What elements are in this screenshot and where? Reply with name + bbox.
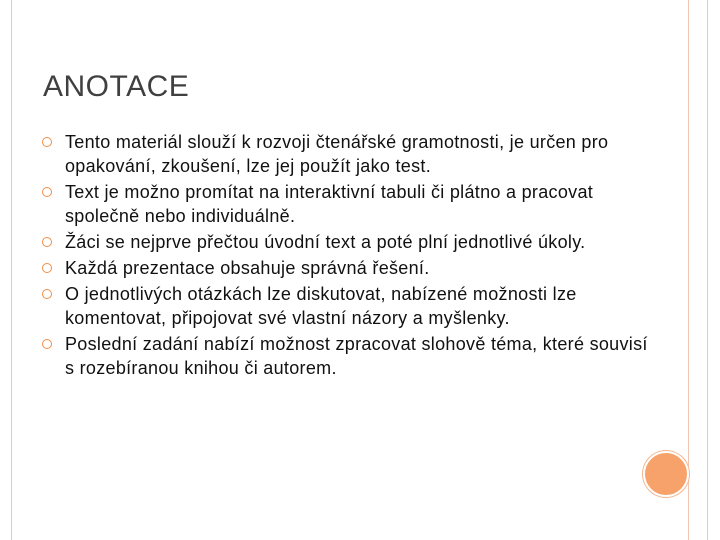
bullet-text: Poslední zadání nabízí možnost zpracovat slohově téma, které souvisí s rozebíranou knihou či autorem. [65,334,648,378]
circle-bullet-icon [42,339,52,349]
circle-bullet-icon [42,187,52,197]
bullet-text: O jednotlivých otázkách lze diskutovat, nabízené možnosti lze komentovat, připojovat své vlastní názory a myšlenky. [65,284,577,328]
circle-bullet-icon [42,263,52,273]
bullet-item [40,332,650,380]
slide-title: ANOTACE [43,70,190,103]
decorative-vertical-line [688,0,689,540]
bullet-item [40,230,650,254]
decorative-circle [643,451,689,497]
bullet-text: Žáci se nejprve přečtou úvodní text a poté plní jednotlivé úkoly. [65,232,586,252]
bullet-item [40,282,650,330]
bullet-text: Text je možno promítat na interaktivní tabuli či plátno a pracovat společně nebo individuálně. [65,182,594,226]
circle-bullet-icon [42,237,52,247]
bullet-item [40,180,650,228]
bullet-item [40,256,650,280]
circle-bullet-icon [42,137,52,147]
bullet-item [40,130,650,178]
bullet-list [40,130,650,382]
circle-bullet-icon [42,289,52,299]
bullet-text: Každá prezentace obsahuje správná řešení. [65,258,430,278]
bullet-text: Tento materiál slouží k rozvoji čtenářské gramotnosti, je určen pro opakování, zkoušení, lze jej použít jako test. [65,132,609,176]
